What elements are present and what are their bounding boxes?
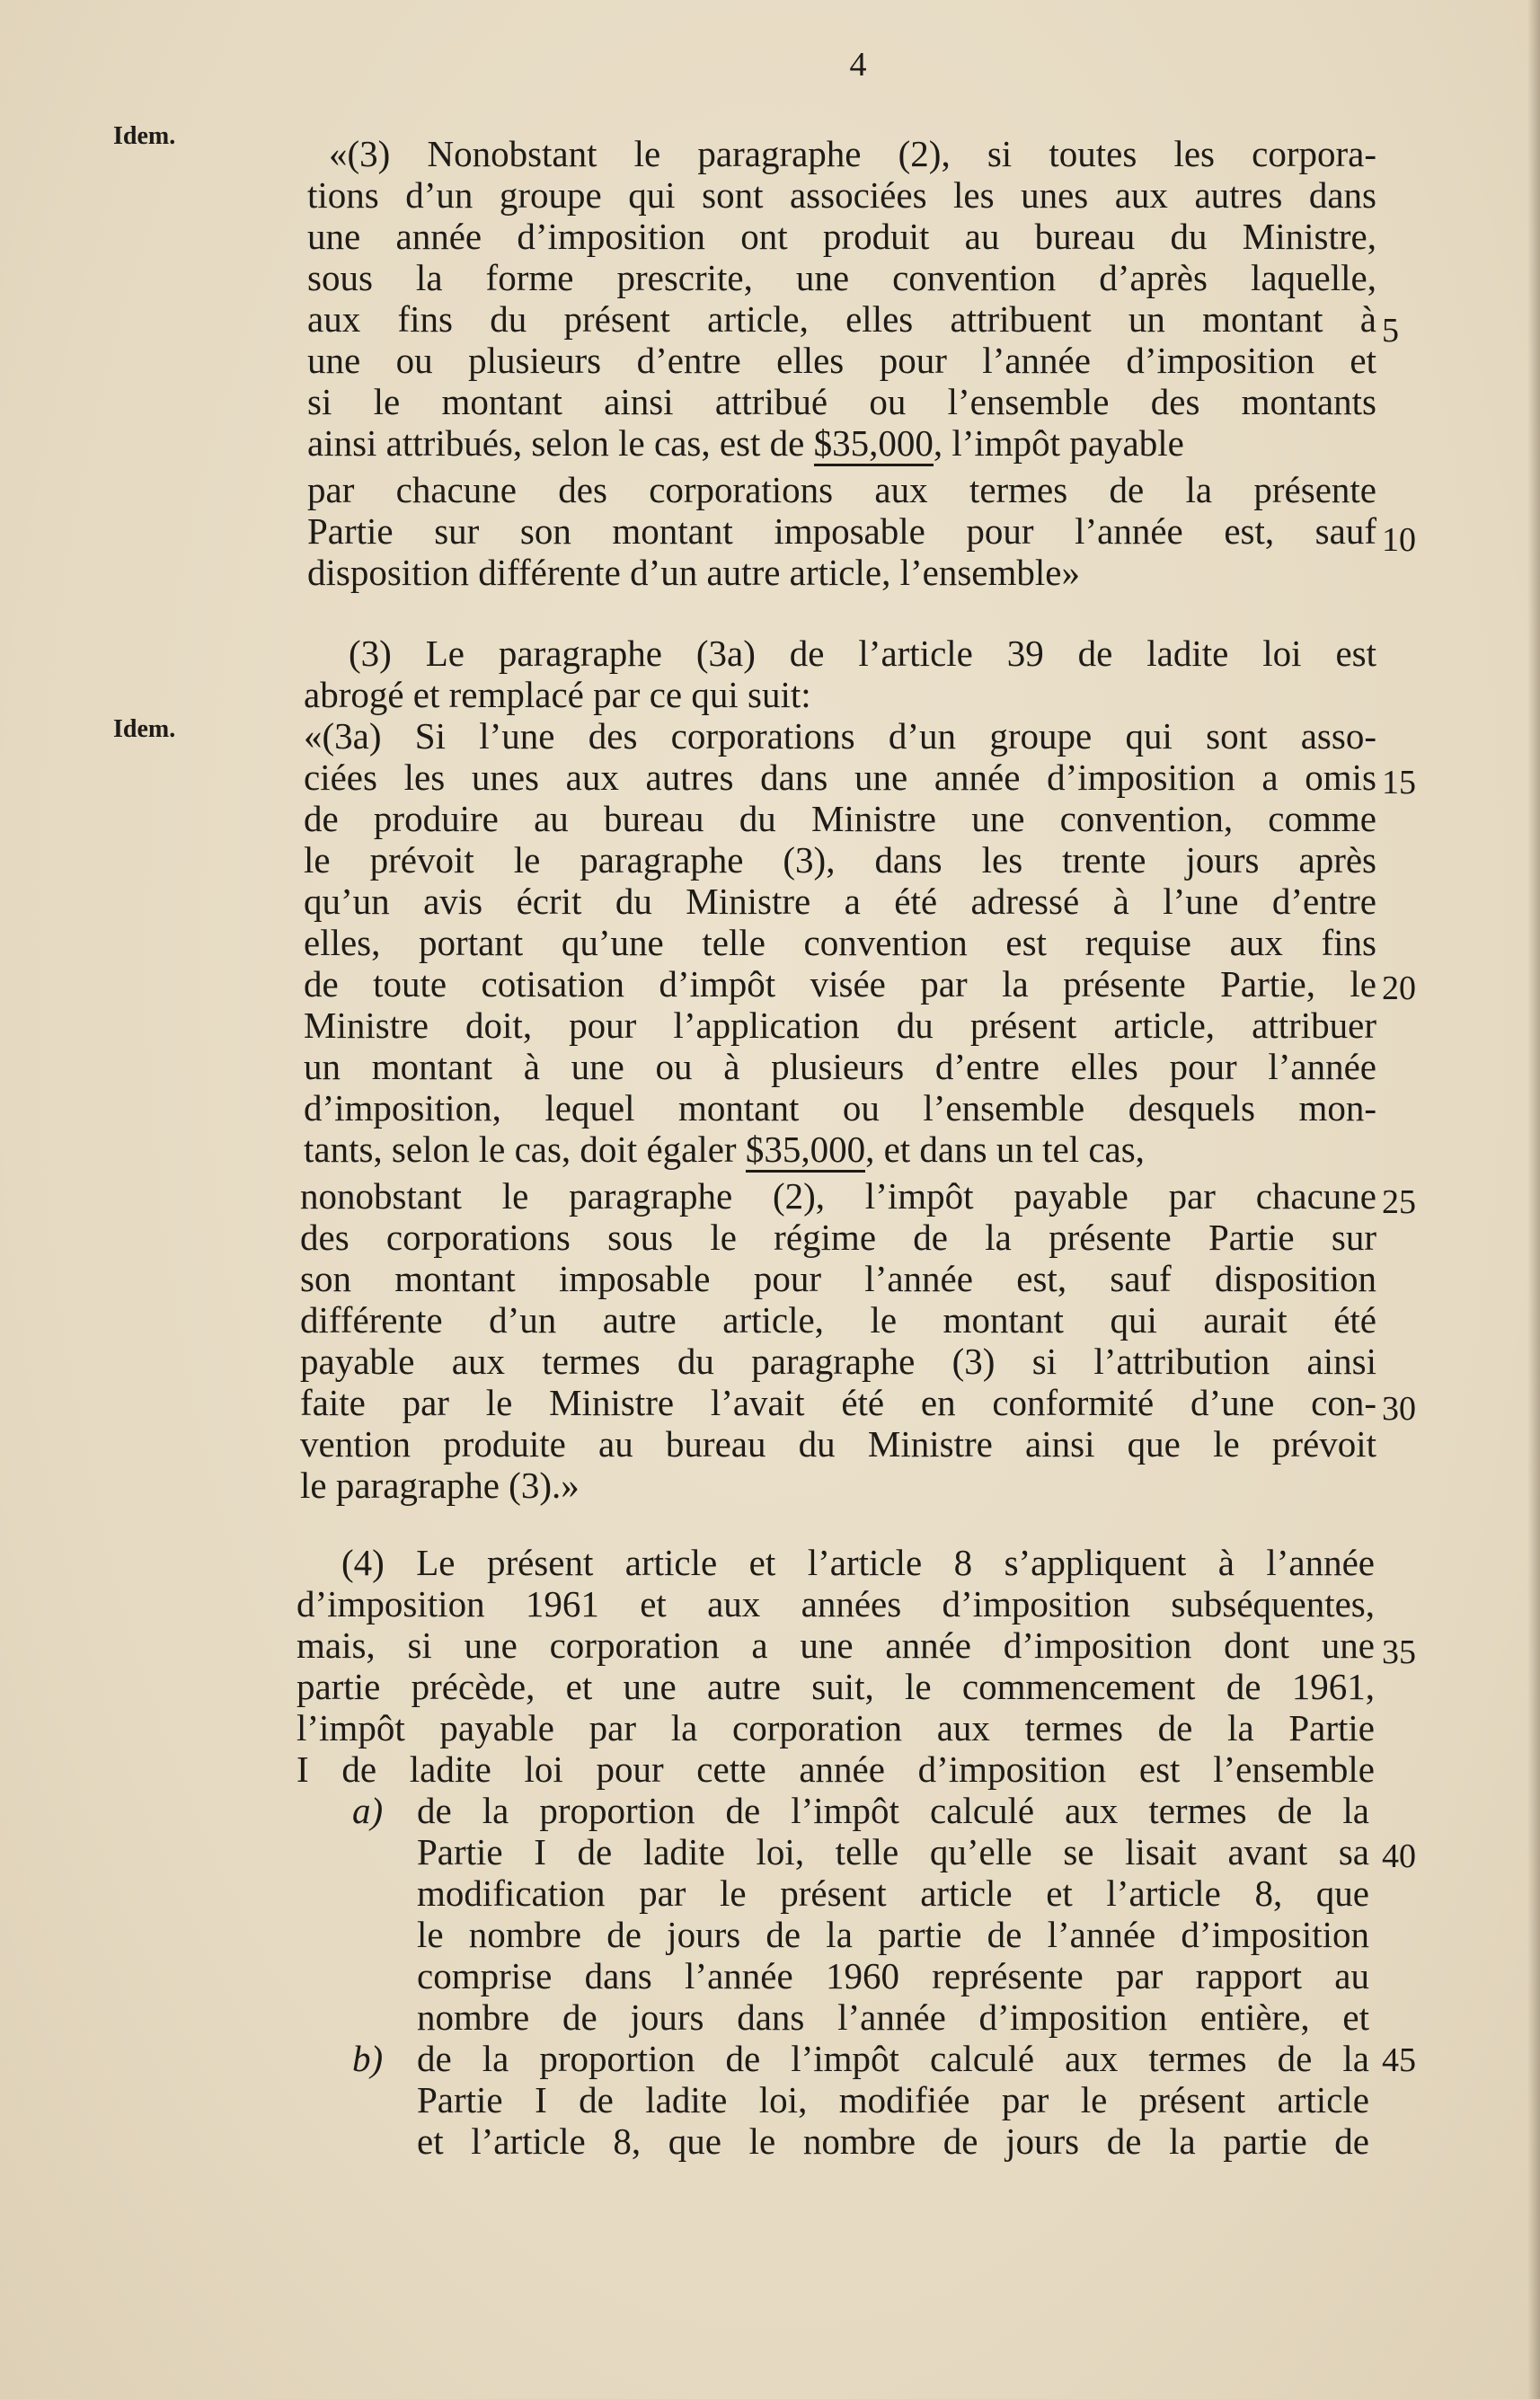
text-line [307,422,1376,464]
text-line: une année d’imposition ont produit au bureau du Ministre, [307,216,1376,257]
text-line: qu’un avis écrit du Ministre a été adressé à l’une d’entre [304,881,1376,922]
text-line: mais, si une corporation a une année d’imposition dont une [296,1624,1375,1666]
text-line: disposition différente d’un autre article, l’ensemble» [307,552,1080,593]
text-line: abrogé et remplacé par ce qui suit: [304,674,811,715]
line-number-20: 20 [1382,969,1416,1007]
text-fragment: ainsi attribués, selon le cas, est de [307,422,814,464]
text-line: une ou plusieurs d’entre elles pour l’année d’imposition et [307,340,1376,381]
paragraph-marker-a: a) [352,1790,384,1831]
text-line: des corporations sous le régime de la présente Partie sur [300,1217,1376,1258]
text-line: partie précède, et une autre suit, le commencement de 1961, [296,1666,1375,1707]
text-line: de toute cotisation d’impôt visée par la présente Partie, le [304,963,1376,1005]
line-number-5: 5 [1382,312,1399,350]
line-number-35: 35 [1382,1633,1416,1671]
text-line: nombre de jours dans l’année d’imposition entière, et [417,1996,1369,2038]
text-line: différente d’un autre article, le montant qui aurait été [300,1299,1376,1341]
text-line: par chacune des corporations aux termes de la présente [307,469,1376,510]
amount-35000: $35,000 [814,422,934,466]
text-line: Ministre doit, pour l’application du présent article, attribuer [304,1005,1376,1046]
page-number: 4 [849,46,867,84]
text-line: comprise dans l’année 1960 représente par rapport au [417,1955,1369,1996]
line-number-40: 40 [1382,1837,1416,1875]
text-line: Partie I de ladite loi, modifiée par le présent article [417,2079,1369,2120]
text-line: aux fins du présent article, elles attribuent un montant à [307,298,1376,340]
text-line: (3) Le paragraphe (3a) de l’article 39 de ladite loi est [349,633,1376,674]
text-line: faite par le Ministre l’avait été en conformité d’une con- [300,1382,1376,1423]
text-line: d’imposition, lequel montant ou l’ensemble desquels mon- [304,1087,1376,1129]
text-line: «(3a) Si l’une des corporations d’un groupe qui sont asso- [304,715,1376,757]
text-line: tions d’un groupe qui sont associées les unes aux autres dans [307,174,1376,216]
page-edge-shadow [1527,0,1540,2399]
text-line: Partie sur son montant imposable pour l’année est, sauf [307,510,1376,552]
text-line: payable aux termes du paragraphe (3) si l’attribution ainsi [300,1341,1376,1382]
text-line: (4) Le présent article et l’article 8 s’appliquent à l’année [341,1542,1375,1583]
text-line: d’imposition 1961 et aux années d’imposition subséquentes, [296,1583,1375,1624]
text-line: Partie I de ladite loi, telle qu’elle se lisait avant sa [417,1831,1369,1872]
text-line: le paragraphe (3).» [300,1465,580,1506]
line-number-30: 30 [1382,1390,1416,1428]
line-number-15: 15 [1382,764,1416,801]
text-line: son montant imposable pour l’année est, sauf disposition [300,1258,1376,1299]
text-fragment: , et dans un tel cas, [865,1129,1145,1170]
margin-note-idem-1: Idem. [113,122,176,150]
text-line: I de ladite loi pour cette année d’imposition est l’ensemble [296,1748,1375,1790]
text-line: le prévoit le paragraphe (3), dans les trente jours après [304,839,1376,881]
text-line: modification par le présent article et l’article 8, que [417,1872,1369,1914]
text-line: de produire au bureau du Ministre une convention, comme [304,798,1376,839]
text-line: de la proportion de l’impôt calculé aux termes de la [417,2038,1369,2079]
line-number-10: 10 [1382,521,1416,559]
text-line: ciées les unes aux autres dans une année d’imposition a omis [304,757,1376,798]
text-line: si le montant ainsi attribué ou l’ensemble des montants [307,381,1376,422]
text-line: le nombre de jours de la partie de l’année d’imposition [417,1914,1369,1955]
text-line: vention produite au bureau du Ministre ainsi que le prévoit [300,1423,1376,1465]
line-number-45: 45 [1382,2041,1416,2079]
amount-35000: $35,000 [746,1129,865,1173]
line-number-25: 25 [1382,1183,1416,1221]
text-line: sous la forme prescrite, une convention d’après laquelle, [307,257,1376,298]
text-line: «(3) Nonobstant le paragraphe (2), si toutes les corpora- [329,133,1376,174]
text-line: nonobstant le paragraphe (2), l’impôt payable par chacune [300,1175,1376,1217]
text-line: elles, portant qu’une telle convention est requise aux fins [304,922,1376,963]
text-line: de la proportion de l’impôt calculé aux termes de la [417,1790,1369,1831]
text-line: l’impôt payable par la corporation aux termes de la Partie [296,1707,1375,1748]
margin-note-idem-2: Idem. [113,715,176,743]
text-line: un montant à une ou à plusieurs d’entre elles pour l’année [304,1046,1376,1087]
text-line [304,1129,1376,1170]
text-line: et l’article 8, que le nombre de jours de la partie de [417,2120,1369,2162]
text-fragment: , l’impôt payable [933,422,1184,464]
paragraph-marker-b: b) [352,2038,384,2079]
text-fragment: tants, selon le cas, doit égaler [304,1129,746,1170]
